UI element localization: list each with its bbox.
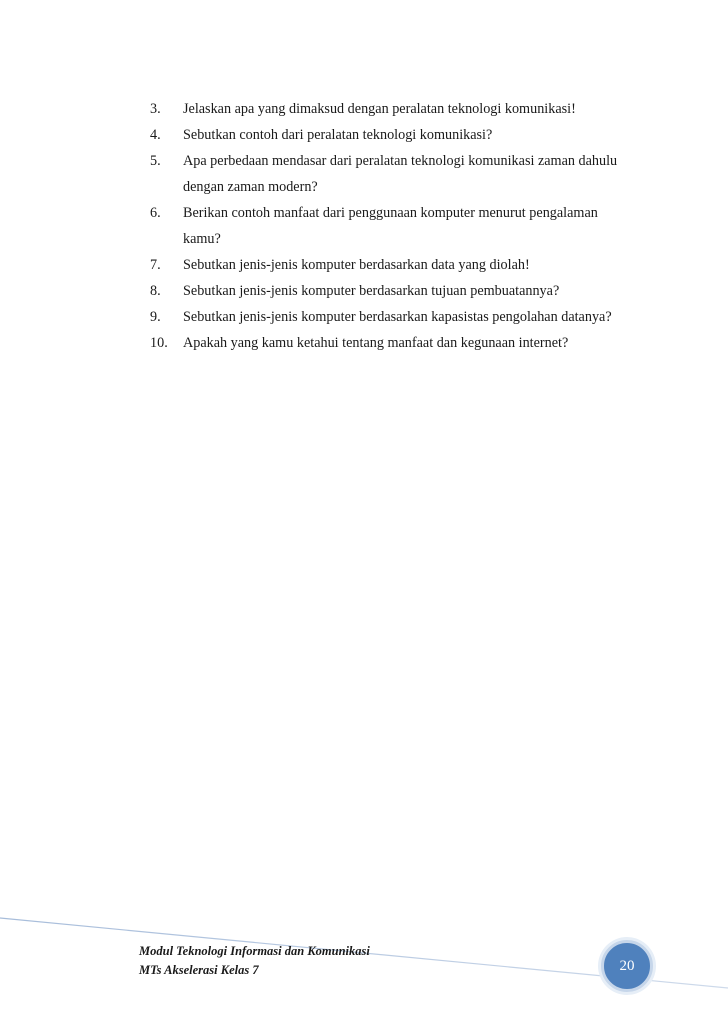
question-number: 8. <box>150 283 161 299</box>
question-number: 7. <box>150 257 161 273</box>
question-item <box>150 122 630 148</box>
question-text: Sebutkan jenis-jenis komputer berdasarkan kapasistas pengolahan datanya? <box>183 309 612 325</box>
question-list <box>150 96 630 356</box>
question-item <box>150 252 630 278</box>
question-number: 5. <box>150 153 161 169</box>
question-item <box>150 304 630 330</box>
question-text: Sebutkan contoh dari peralatan teknologi komunikasi? <box>183 127 493 143</box>
question-item <box>150 278 630 304</box>
page-number-badge <box>601 940 653 992</box>
question-item <box>150 200 630 252</box>
footer-title <box>139 942 370 980</box>
question-number: 6. <box>150 205 161 221</box>
footer-line-1: Modul Teknologi Informasi dan Komunikasi <box>139 944 370 958</box>
question-text: Sebutkan jenis-jenis komputer berdasarkan data yang diolah! <box>183 257 530 273</box>
footer-line-2: MTs Akselerasi Kelas 7 <box>139 963 259 977</box>
question-text: Apakah yang kamu ketahui tentang manfaat dan kegunaan internet? <box>183 335 569 351</box>
question-number: 4. <box>150 127 161 143</box>
question-item <box>150 148 630 200</box>
question-number: 3. <box>150 101 161 117</box>
question-item <box>150 330 630 356</box>
question-item <box>150 96 630 122</box>
question-text: Jelaskan apa yang dimaksud dengan peralatan teknologi komunikasi! <box>183 101 576 117</box>
page-number: 20 <box>619 957 635 974</box>
question-number: 9. <box>150 309 161 325</box>
question-text: Sebutkan jenis-jenis komputer berdasarkan tujuan pembuatannya? <box>183 283 560 299</box>
question-number: 10. <box>150 335 168 351</box>
question-text: Berikan contoh manfaat dari penggunaan komputer menurut pengalaman kamu? <box>183 205 598 247</box>
question-text: Apa perbedaan mendasar dari peralatan teknologi komunikasi zaman dahulu dengan zaman modern? <box>183 153 618 195</box>
